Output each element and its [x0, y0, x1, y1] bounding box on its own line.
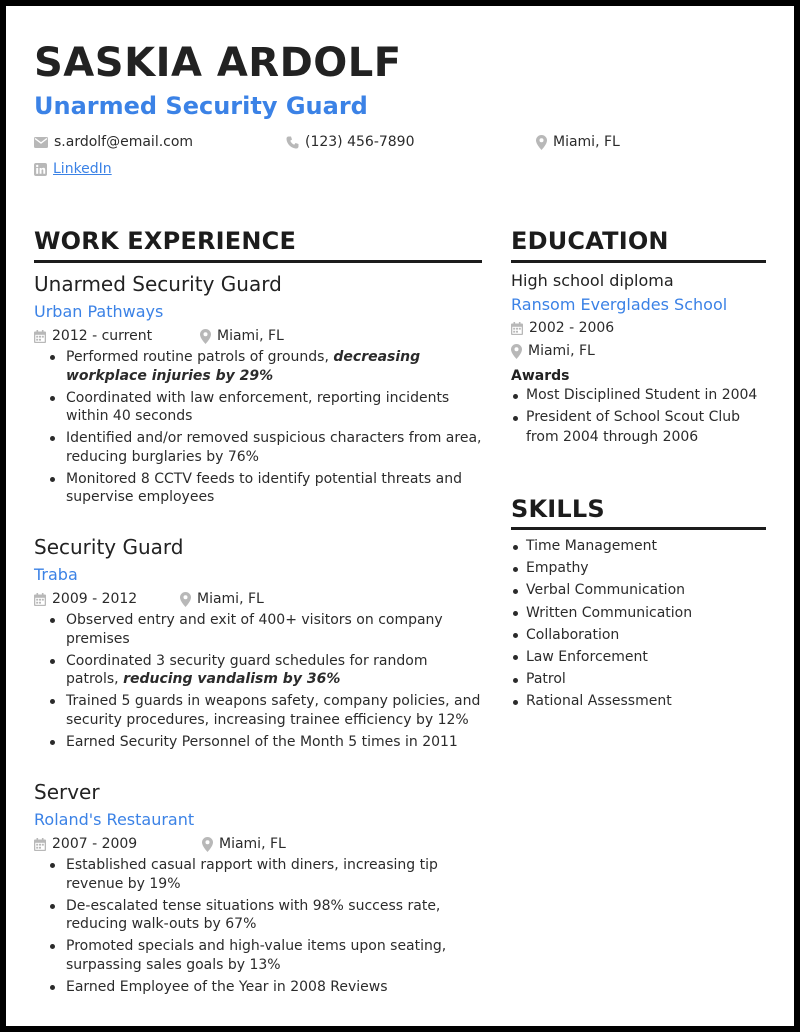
job-dates	[34, 833, 202, 855]
phone-text: (123) 456-7890	[305, 134, 415, 150]
map-pin-icon	[200, 329, 211, 344]
calendar-icon	[511, 322, 523, 335]
email-text: s.ardolf@email.com	[54, 134, 194, 150]
bullet-text: Coordinated 3 security guard schedules for random patrols,	[66, 652, 428, 687]
bullet-item	[34, 733, 484, 752]
resume-page	[6, 6, 794, 1026]
education-heading: EDUCATION	[511, 227, 669, 255]
job-entry	[34, 779, 484, 1000]
envelope-icon	[34, 137, 48, 148]
bullet-item	[34, 470, 484, 507]
list-item: Rational Assessment	[511, 692, 773, 712]
bullet-text: Earned Security Personnel of the Month 5 times in 2011	[66, 733, 458, 750]
bullet-text: Promoted specials and high-value items upon seating, surpassing sales goals by 13%	[66, 938, 447, 973]
job-location	[180, 588, 264, 610]
map-pin-icon	[511, 344, 522, 359]
bullet-text: Earned Employee of the Year in 2008 Reviews	[66, 978, 388, 995]
list-item: Verbal Communication	[511, 581, 773, 601]
bullet-text: Coordinated with law enforcement, reporting incidents within 40 seconds	[66, 389, 450, 424]
awards-list	[511, 386, 773, 447]
list-item: Empathy	[511, 559, 773, 579]
bullet-item	[34, 348, 484, 385]
job-location-text: Miami, FL	[219, 836, 286, 852]
skills-rule	[511, 527, 766, 530]
education-entry	[511, 270, 773, 450]
job-dates	[34, 588, 180, 610]
list-item: Written Communication	[511, 604, 773, 624]
job-location-text: Miami, FL	[197, 591, 264, 607]
list-item: Time Management	[511, 537, 773, 557]
education-dates	[511, 317, 773, 339]
job-meta	[34, 588, 484, 610]
phone-icon	[286, 136, 299, 149]
education-degree: High school diploma	[511, 271, 674, 290]
job-meta	[34, 833, 484, 855]
job-meta	[34, 325, 484, 347]
job-bullets	[34, 611, 484, 751]
linkedin-link[interactable]: LinkedIn	[53, 161, 112, 177]
job-entry	[34, 534, 484, 755]
list-item: Patrol	[511, 670, 773, 690]
map-pin-icon	[202, 837, 213, 852]
job-dates-text: 2012 - current	[52, 328, 153, 344]
bullet-text: Performed routine patrols of grounds,	[66, 349, 334, 365]
candidate-role: Unarmed Security Guard	[34, 92, 368, 120]
bullet-item	[34, 652, 484, 689]
bullet-item	[34, 937, 484, 974]
job-company: Urban Pathways	[34, 302, 164, 321]
candidate-name: SASKIA ARDOLF	[34, 40, 402, 86]
contact-linkedin[interactable]	[34, 161, 112, 177]
map-pin-icon	[180, 592, 191, 607]
skills-heading: SKILLS	[511, 495, 605, 523]
job-title: Security Guard	[34, 535, 184, 559]
awards-label: Awards	[511, 368, 570, 384]
job-dates	[34, 325, 200, 347]
skills-section	[511, 537, 773, 715]
bullet-text: Established casual rapport with diners, increasing tip revenue by 19%	[66, 857, 438, 892]
job-entry	[34, 271, 484, 510]
work-experience-rule	[34, 260, 482, 263]
skills-list	[511, 537, 773, 712]
job-dates-text: 2009 - 2012	[52, 591, 138, 607]
contact-location	[536, 134, 620, 150]
list-item: President of School Scout Club from 2004 through 2006	[511, 408, 773, 447]
map-pin-icon	[536, 135, 547, 150]
education-rule	[511, 260, 766, 263]
bullet-text: Monitored 8 CCTV feeds to identify potential threats and supervise employees	[66, 470, 462, 505]
contact-phone	[286, 134, 415, 150]
bullet-emphasis: decreasing workplace injuries by 29%	[66, 349, 421, 384]
bullet-item	[34, 692, 484, 729]
calendar-icon	[34, 330, 46, 343]
bullet-text: Identified and/or removed suspicious characters from area, reducing burglaries by 76%	[66, 430, 482, 465]
bullet-item	[34, 389, 484, 426]
job-dates-text: 2007 - 2009	[52, 836, 138, 852]
job-company: Roland's Restaurant	[34, 810, 195, 829]
bullet-item	[34, 978, 484, 997]
education-location-text: Miami, FL	[528, 343, 595, 359]
job-bullets	[34, 856, 484, 996]
calendar-icon	[34, 593, 46, 606]
contact-email	[34, 134, 193, 150]
bullet-text: De-escalated tense situations with 98% success rate, reducing walk-outs by 67%	[66, 897, 441, 932]
bullet-item	[34, 429, 484, 466]
work-experience-heading: WORK EXPERIENCE	[34, 227, 297, 255]
bullet-item	[34, 856, 484, 893]
bullet-text: Trained 5 guards in weapons safety, company policies, and security procedures, increasing trainee efficiency by 12%	[66, 693, 481, 728]
calendar-icon	[34, 838, 46, 851]
education-location	[511, 340, 773, 362]
education-dates-text: 2002 - 2006	[529, 320, 615, 336]
job-bullets	[34, 348, 484, 507]
linkedin-icon	[34, 163, 47, 176]
job-company: Traba	[34, 565, 78, 584]
list-item: Collaboration	[511, 626, 773, 646]
location-text: Miami, FL	[553, 134, 620, 150]
job-location	[202, 833, 286, 855]
bullet-emphasis: reducing vandalism by 36%	[123, 671, 341, 687]
job-location-text: Miami, FL	[217, 328, 284, 344]
job-location	[200, 325, 284, 347]
bullet-text: Observed entry and exit of 400+ visitors on company premises	[66, 612, 443, 647]
education-school: Ransom Everglades School	[511, 295, 728, 314]
job-title: Unarmed Security Guard	[34, 272, 282, 296]
bullet-item	[34, 897, 484, 934]
bullet-item	[34, 611, 484, 648]
list-item: Law Enforcement	[511, 648, 773, 668]
job-title: Server	[34, 780, 100, 804]
list-item: Most Disciplined Student in 2004	[511, 386, 773, 406]
